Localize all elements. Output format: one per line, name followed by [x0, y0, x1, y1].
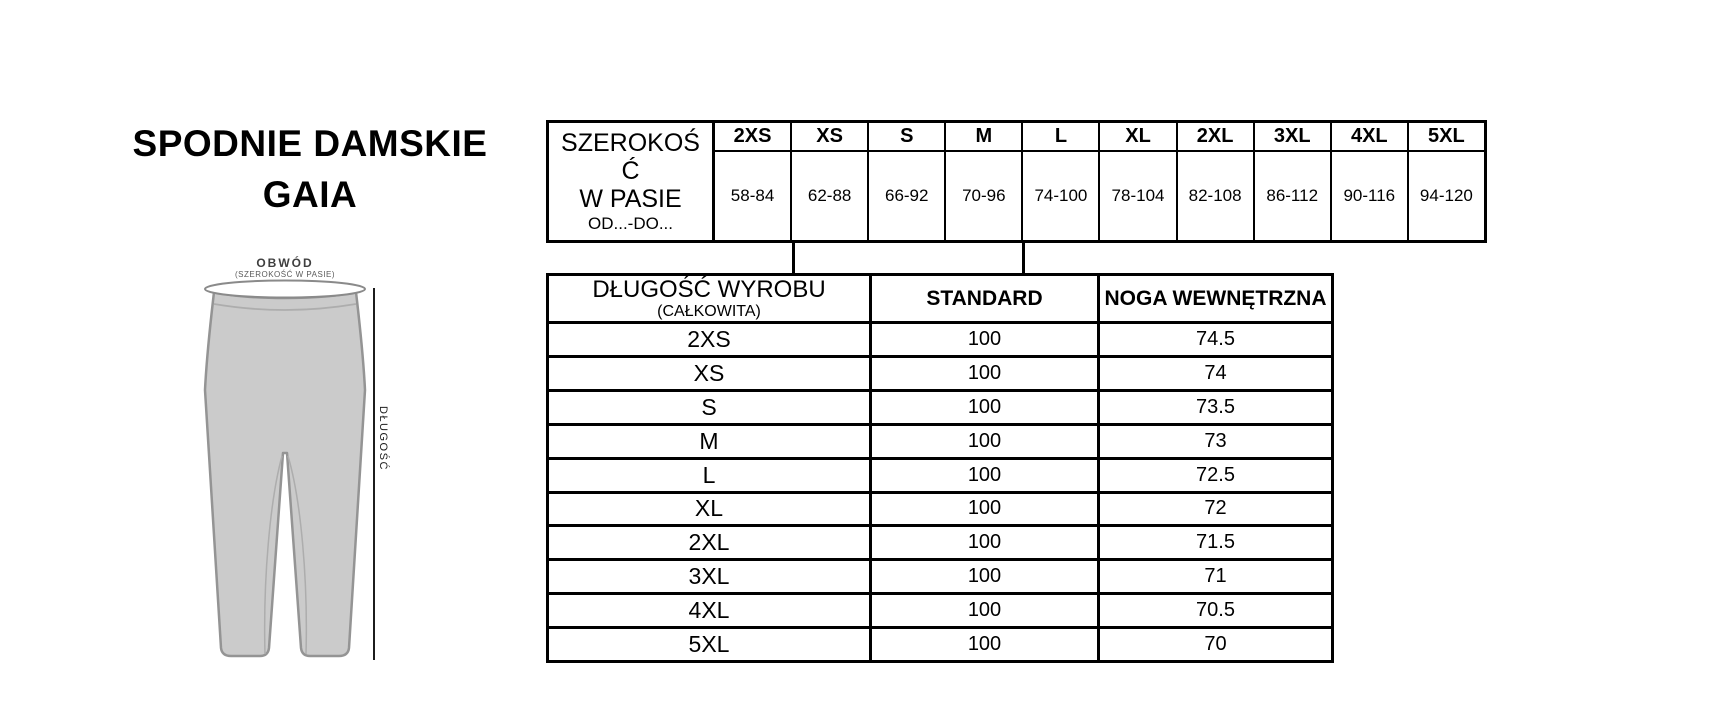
table-row — [549, 389, 1331, 423]
row-size-cell: XL — [694, 495, 724, 522]
length-header-cell — [549, 276, 869, 321]
size-column — [1407, 123, 1484, 240]
row-size-cell: 2XL — [688, 529, 730, 556]
size-label-cell: 2XS — [715, 123, 790, 152]
inner-leg-column-header: NOGA WEWNĘTRZNA — [1097, 276, 1331, 321]
table-connector-line-left — [792, 241, 795, 275]
size-column — [1253, 123, 1330, 240]
row-standard-cell: 100 — [869, 494, 1097, 525]
product-length-table-header — [549, 276, 1331, 324]
table-row — [549, 457, 1331, 491]
row-inner-leg-cell: 72 — [1097, 494, 1331, 525]
size-range-cell: 74-100 — [1034, 186, 1088, 205]
size-label-cell: 5XL — [1409, 123, 1484, 152]
row-size-cell: M — [699, 427, 719, 454]
table-row — [549, 324, 1331, 355]
row-inner-leg-cell: 70.5 — [1097, 595, 1331, 626]
length-title: DŁUGOŚĆ WYROBU — [592, 275, 826, 303]
width-table-columns — [715, 123, 1484, 240]
size-column — [1098, 123, 1175, 240]
size-range-cell: 82-108 — [1188, 186, 1242, 205]
size-range-cell: 86-112 — [1266, 186, 1319, 205]
row-size-cell: S — [701, 393, 717, 420]
row-standard-cell: 100 — [869, 392, 1097, 423]
page-title-line1: SPODNIE DAMSKIE — [132, 123, 488, 164]
length-label: DŁUGOŚĆ — [377, 406, 389, 471]
length-table-rows — [549, 324, 1331, 660]
row-standard-cell: 100 — [869, 324, 1097, 355]
table-row — [549, 491, 1331, 525]
page-title — [60, 118, 560, 220]
row-standard-cell: 100 — [869, 460, 1097, 491]
page-title-line2: GAIA — [262, 174, 358, 215]
row-size-cell: 3XL — [688, 563, 730, 590]
size-label-cell: XL — [1100, 123, 1175, 152]
header-line: Ć — [621, 156, 640, 185]
size-range-cell: 62-88 — [807, 186, 852, 205]
waist-circumference-label: OBWÓD — [256, 256, 314, 270]
size-label-cell: M — [946, 123, 1021, 152]
row-standard-cell: 100 — [869, 426, 1097, 457]
size-range-cell: 90-116 — [1343, 186, 1396, 205]
row-size-cell: 4XL — [688, 597, 730, 624]
pants-illustration — [160, 250, 400, 670]
row-standard-cell: 100 — [869, 629, 1097, 660]
table-row — [549, 524, 1331, 558]
row-size-cell: L — [702, 461, 716, 488]
standard-column-header: STANDARD — [869, 276, 1097, 321]
size-label-cell: 3XL — [1255, 123, 1330, 152]
row-inner-leg-cell: 73 — [1097, 426, 1331, 457]
size-column — [1021, 123, 1098, 240]
size-column — [1330, 123, 1407, 240]
size-range-cell: 94-120 — [1419, 186, 1473, 205]
table-row — [549, 423, 1331, 457]
row-inner-leg-cell: 74.5 — [1097, 324, 1331, 355]
size-label-cell: 4XL — [1332, 123, 1407, 152]
size-column — [715, 123, 790, 240]
row-size-cell: 5XL — [688, 631, 730, 658]
row-inner-leg-cell: 73.5 — [1097, 392, 1331, 423]
size-range-cell: 66-92 — [884, 186, 929, 205]
header-line: SZEROKOŚ — [561, 128, 700, 157]
waist-width-table-header — [549, 123, 715, 240]
pants-body — [205, 281, 365, 657]
row-standard-cell: 100 — [869, 595, 1097, 626]
size-range-cell: 78-104 — [1111, 186, 1165, 205]
size-label-cell: L — [1023, 123, 1098, 152]
row-size-cell: 2XS — [687, 325, 731, 352]
table-row — [549, 558, 1331, 592]
table-connector-line-right — [1022, 241, 1025, 275]
size-label-cell: 2XL — [1178, 123, 1253, 152]
row-standard-cell: 100 — [869, 358, 1097, 389]
table-row — [549, 626, 1331, 660]
header-line: W PASIE — [579, 184, 682, 213]
row-inner-leg-cell: 71 — [1097, 561, 1331, 592]
waistband-ellipse — [205, 281, 365, 298]
size-column — [1176, 123, 1253, 240]
size-label-cell: XS — [792, 123, 867, 152]
row-size-cell: XS — [693, 359, 725, 386]
waist-width-table — [546, 120, 1487, 243]
table-row — [549, 592, 1331, 626]
size-column — [944, 123, 1021, 240]
length-measure-line — [373, 288, 375, 660]
row-standard-cell: 100 — [869, 527, 1097, 558]
row-inner-leg-cell: 74 — [1097, 358, 1331, 389]
size-range-cell: 58-84 — [730, 186, 775, 205]
row-standard-cell: 100 — [869, 561, 1097, 592]
waist-circumference-sublabel: (SZEROKOŚĆ W PASIE) — [234, 270, 336, 279]
size-column — [867, 123, 944, 240]
row-inner-leg-cell: 70 — [1097, 629, 1331, 660]
length-subtitle: (CAŁKOWITA) — [657, 302, 761, 320]
size-range-cell: 70-96 — [962, 186, 1006, 205]
row-inner-leg-cell: 71.5 — [1097, 527, 1331, 558]
product-length-table — [546, 273, 1334, 663]
size-label-cell: S — [869, 123, 944, 152]
row-inner-leg-cell: 72.5 — [1097, 460, 1331, 491]
table-row — [549, 355, 1331, 389]
size-column — [790, 123, 867, 240]
header-note: OD...-DO... — [588, 213, 673, 233]
